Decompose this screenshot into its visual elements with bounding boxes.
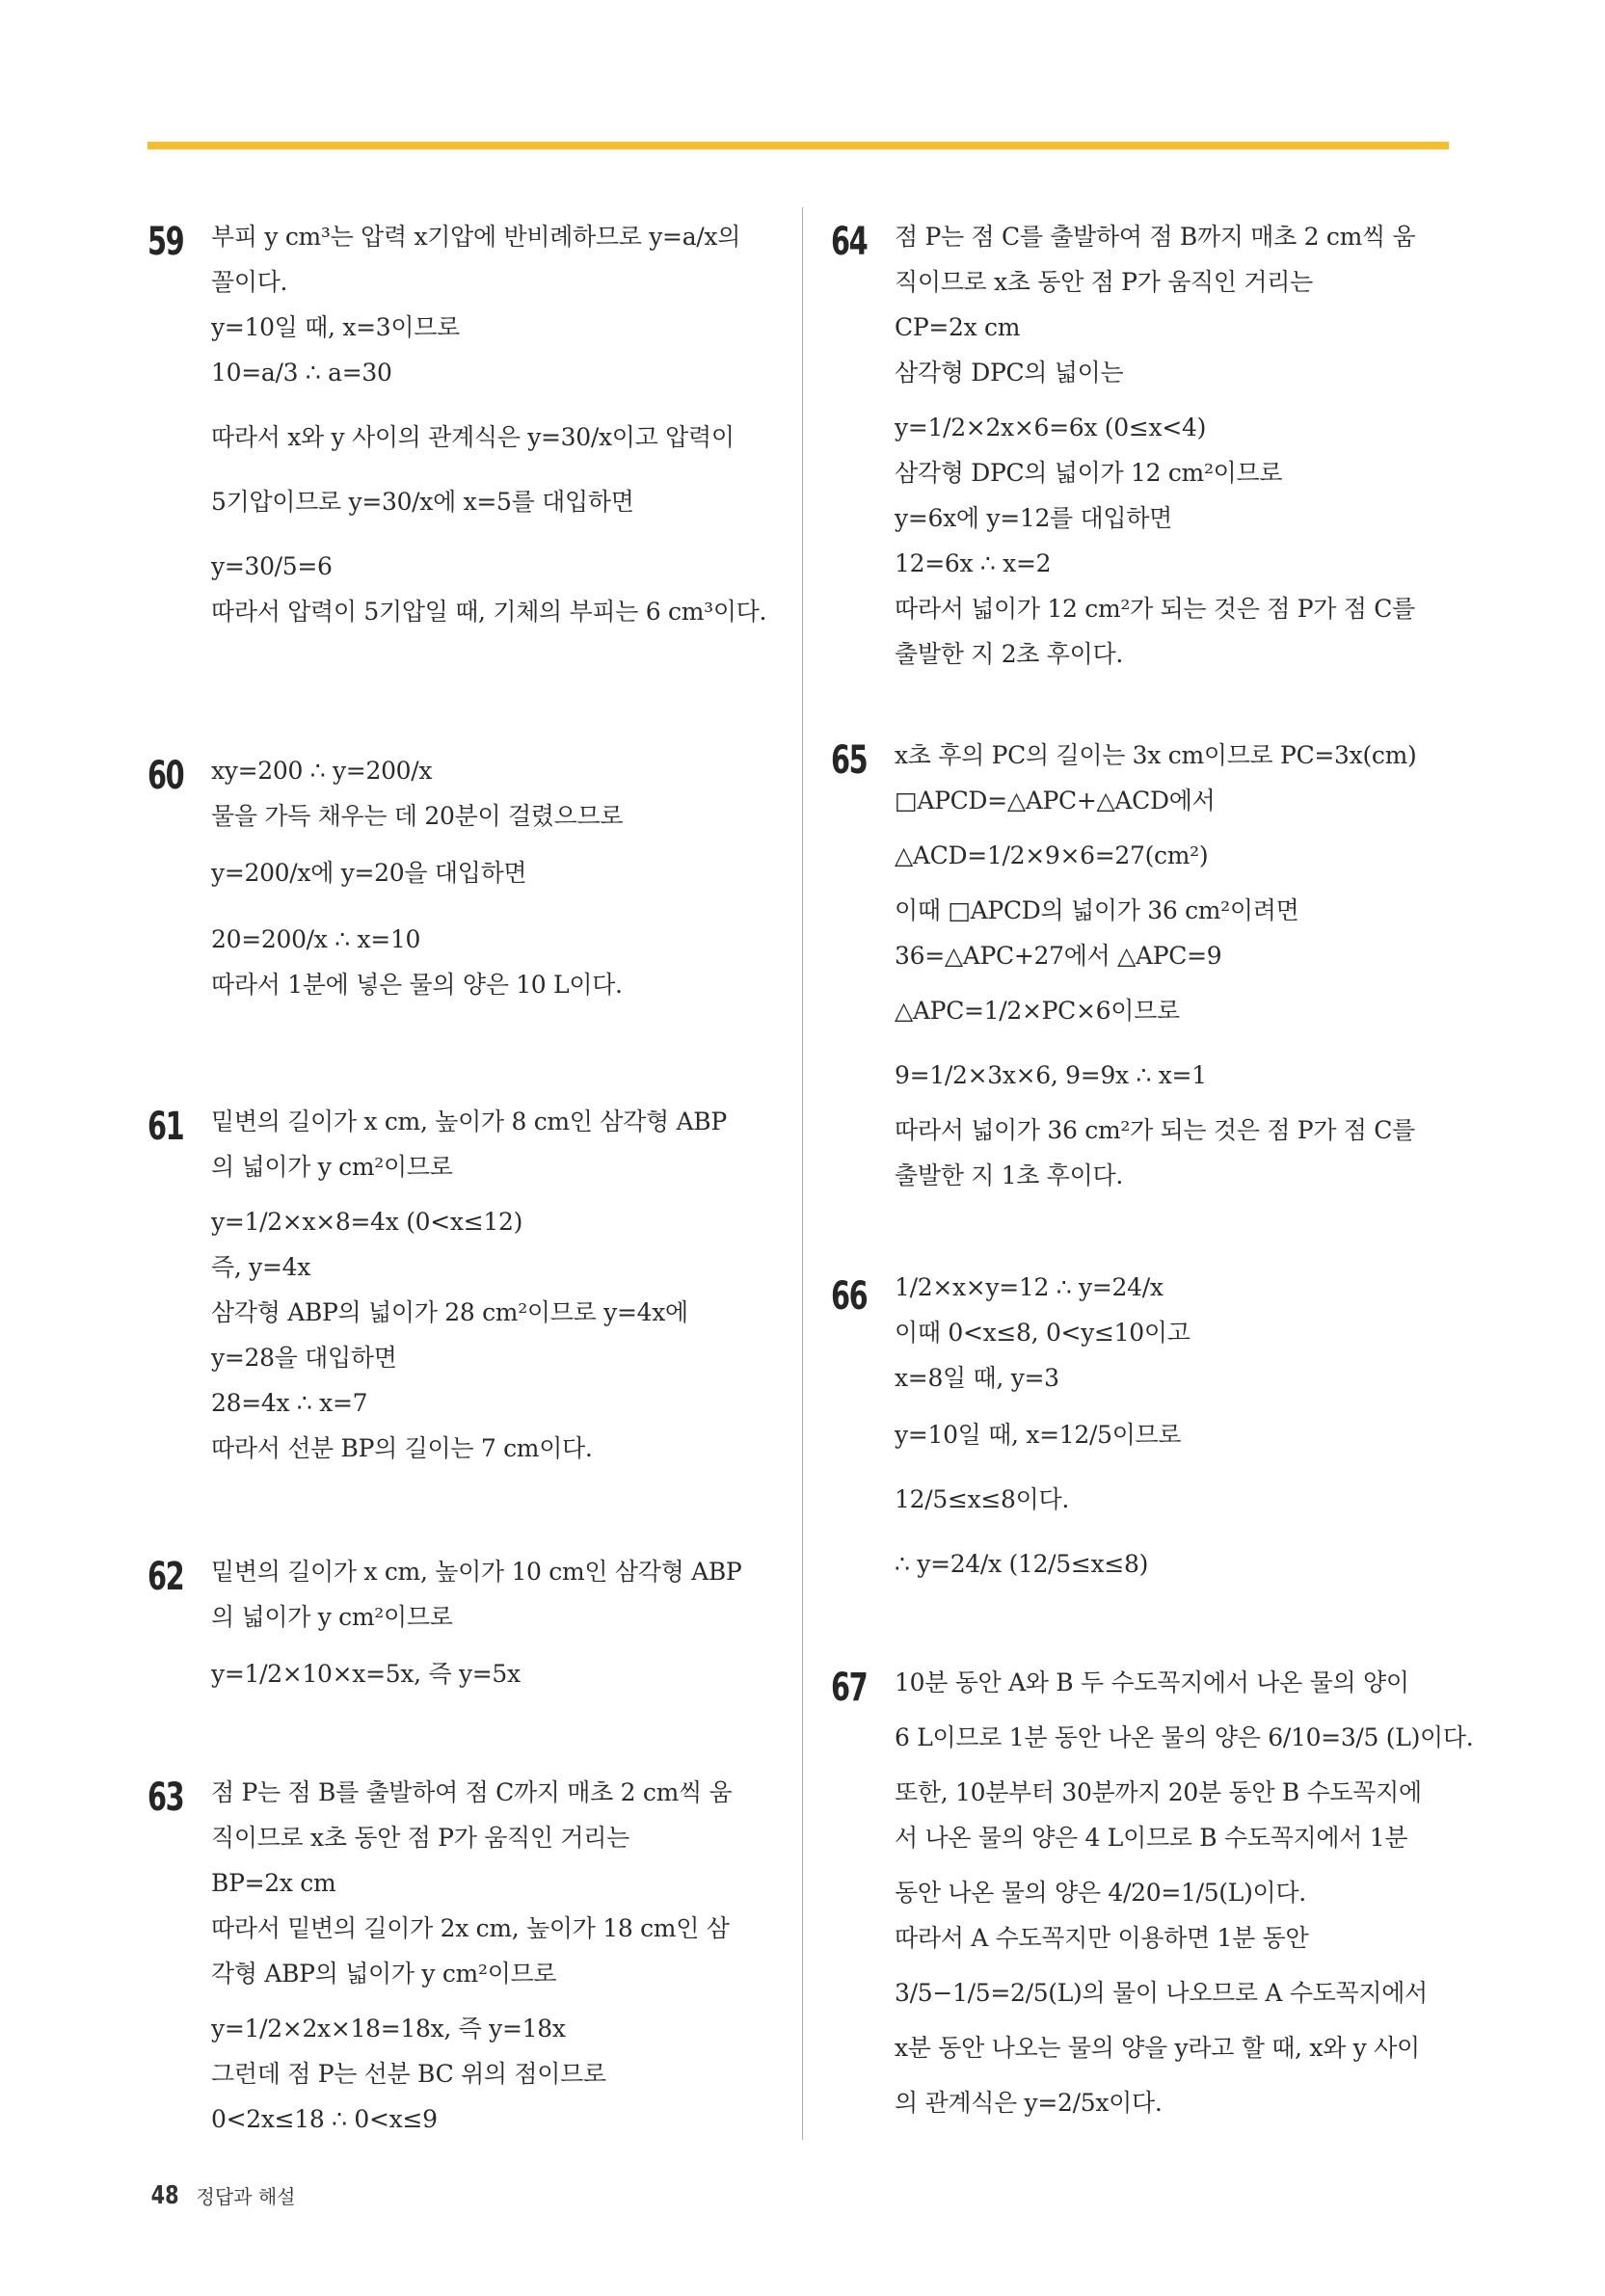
text-line: x=8일 때, y=3 bbox=[895, 1364, 1059, 1392]
text-line: 10분 동안 A와 B 두 수도꼭지에서 나온 물의 양이 bbox=[895, 1669, 1409, 1696]
problem-body bbox=[211, 214, 770, 634]
text-line: 의 관계식은 y=2/5x이다. bbox=[895, 2089, 1163, 2117]
problem-number: 67 bbox=[831, 1666, 868, 1710]
text-line: y=200/x에 y=20을 대입하면 bbox=[211, 859, 527, 887]
problem-body bbox=[895, 1253, 1454, 1587]
text-line: 따라서 선분 BP의 길이는 7 cm이다. bbox=[211, 1434, 593, 1462]
text-line: 따라서 넓이가 36 cm²가 되는 것은 점 P가 점 C를 bbox=[895, 1116, 1415, 1144]
text-line: 서 나온 물의 양은 4 L이므로 B 수도꼭지에서 1분 bbox=[895, 1824, 1408, 1852]
text-line: 12/5≤x≤8이다. bbox=[895, 1485, 1069, 1513]
text-line: y=28을 대입하면 bbox=[211, 1344, 397, 1372]
text-line: 출발한 지 1초 후이다. bbox=[895, 1161, 1123, 1189]
text-line: y=1/2×2x×18=18x, 즉 y=18x bbox=[211, 2015, 566, 2042]
text-line: x분 동안 나오는 물의 양을 y라고 할 때, x와 y 사이 bbox=[895, 2034, 1420, 2062]
text-line: 이때 0<x≤8, 0<y≤10이고 bbox=[895, 1319, 1190, 1347]
page-footer bbox=[147, 2181, 296, 2210]
text-line: 꼴이다. bbox=[211, 268, 288, 296]
problem-number: 59 bbox=[147, 220, 184, 264]
text-line: 또한, 10분부터 30분까지 20분 동안 B 수도꼭지에 bbox=[895, 1778, 1422, 1806]
text-line: 0<2x≤18 ∴ 0<x≤9 bbox=[211, 2105, 438, 2133]
text-line: y=10일 때, x=12/5이므로 bbox=[895, 1421, 1182, 1449]
text-line: 따라서 A 수도꼭지만 이용하면 1분 동안 bbox=[895, 1924, 1309, 1952]
text-line: 따라서 압력이 5기압일 때, 기체의 부피는 6 cm³이다. bbox=[211, 598, 767, 626]
text-line: 그런데 점 P는 선분 BC 위의 점이므로 bbox=[211, 2060, 606, 2088]
problem-body bbox=[211, 1549, 770, 1696]
text-line: 36=△APC+27에서 △APC=9 bbox=[895, 942, 1222, 970]
text-line: 따라서 밑변의 길이가 2x cm, 높이가 18 cm인 삼 bbox=[211, 1914, 730, 1942]
problem-number: 62 bbox=[147, 1555, 184, 1599]
problem-body bbox=[211, 1770, 770, 2142]
text-line: 3/5−1/5=2/5(L)의 물이 나오므로 A 수도꼭지에서 bbox=[895, 1979, 1428, 2007]
text-line: y=30/5=6 bbox=[211, 552, 333, 580]
text-line: 삼각형 DPC의 넓이가 12 cm²이므로 bbox=[895, 459, 1283, 487]
text-line: 물을 가득 채우는 데 20분이 걸렸으므로 bbox=[211, 802, 624, 830]
problem-number: 63 bbox=[147, 1775, 184, 1820]
text-line: 20=200/x ∴ x=10 bbox=[211, 925, 421, 953]
text-line: 밑변의 길이가 x cm, 높이가 8 cm인 삼각형 ABP bbox=[211, 1108, 727, 1135]
text-line: 삼각형 DPC의 넓이는 bbox=[895, 359, 1124, 387]
text-line: 의 넓이가 y cm²이므로 bbox=[211, 1153, 453, 1181]
text-line: y=6x에 y=12를 대입하면 bbox=[895, 504, 1172, 532]
text-line: CP=2x cm bbox=[895, 313, 1021, 341]
text-line: 동안 나온 물의 양은 4/20=1/5(L)이다. bbox=[895, 1879, 1306, 1907]
text-line: y=1/2×10×x=5x, 즉 y=5x bbox=[211, 1660, 521, 1688]
text-line: 12=6x ∴ x=2 bbox=[895, 549, 1052, 577]
problem-number: 61 bbox=[147, 1105, 184, 1149]
problem-body bbox=[211, 748, 770, 1007]
text-line: ∴ y=24/x (12/5≤x≤8) bbox=[895, 1550, 1149, 1578]
text-line: 6 L이므로 1분 동안 나온 물의 양은 6/10=3/5 (L)이다. bbox=[895, 1723, 1474, 1751]
column-divider bbox=[802, 207, 803, 2140]
text-line: y=10일 때, x=3이므로 bbox=[211, 313, 460, 341]
text-line: y=1/2×x×8=4x (0<x≤12) bbox=[211, 1208, 523, 1236]
text-line: 직이므로 x초 동안 점 P가 움직인 거리는 bbox=[211, 1824, 629, 1852]
text-line: 10=a/3 ∴ a=30 bbox=[211, 359, 392, 387]
text-line: □APCD=△APC+△ACD에서 bbox=[895, 787, 1216, 814]
text-line: xy=200 ∴ y=200/x bbox=[211, 757, 433, 785]
text-line: 이때 □APCD의 넓이가 36 cm²이려면 bbox=[895, 896, 1299, 924]
text-line: 따라서 x와 y 사이의 관계식은 y=30/x이고 압력이 bbox=[211, 423, 735, 451]
problem-body bbox=[895, 1660, 1474, 2125]
text-line: 부피 y cm³는 압력 x기압에 반비례하므로 y=a/x의 bbox=[211, 223, 741, 251]
text-line: 따라서 1분에 넣은 물의 양은 10 L이다. bbox=[211, 971, 623, 999]
text-line: 따라서 넓이가 12 cm²가 되는 것은 점 P가 점 C를 bbox=[895, 595, 1415, 623]
text-line: 밑변의 길이가 x cm, 높이가 10 cm인 삼각형 ABP bbox=[211, 1558, 742, 1586]
problem-number: 66 bbox=[831, 1274, 868, 1319]
problem-number: 65 bbox=[831, 738, 868, 783]
text-line: 각형 ABP의 넓이가 y cm²이므로 bbox=[211, 1960, 557, 1988]
footer-label: 정답과 해설 bbox=[196, 2185, 296, 2208]
problem-body bbox=[895, 733, 1454, 1198]
problem-number: 60 bbox=[147, 754, 184, 798]
problem-body bbox=[895, 214, 1454, 677]
text-line: 9=1/2×3x×6, 9=9x ∴ x=1 bbox=[895, 1061, 1207, 1089]
text-line: △ACD=1/2×9×6=27(cm²) bbox=[895, 841, 1209, 869]
text-line: 의 넓이가 y cm²이므로 bbox=[211, 1603, 453, 1631]
text-line: 출발한 지 2초 후이다. bbox=[895, 640, 1123, 668]
problem-number: 64 bbox=[831, 220, 868, 264]
text-line: 28=4x ∴ x=7 bbox=[211, 1389, 368, 1417]
text-line: x초 후의 PC의 길이는 3x cm이므로 PC=3x(cm) bbox=[895, 741, 1417, 769]
text-line: 5기압이므로 y=30/x에 x=5를 대입하면 bbox=[211, 488, 634, 516]
problem-body bbox=[211, 1099, 770, 1471]
text-line: 점 P는 점 B를 출발하여 점 C까지 매초 2 cm씩 움 bbox=[211, 1778, 733, 1806]
text-line: y=1/2×2x×6=6x (0≤x<4) bbox=[895, 414, 1207, 441]
text-line: 1/2×x×y=12 ∴ y=24/x bbox=[895, 1273, 1164, 1301]
text-line: 즉, y=4x bbox=[211, 1253, 311, 1281]
text-line: △APC=1/2×PC×6이므로 bbox=[895, 997, 1180, 1025]
text-line: 직이므로 x초 동안 점 P가 움직인 거리는 bbox=[895, 268, 1313, 296]
page-number: 48 bbox=[150, 2181, 179, 2210]
header-accent-bar bbox=[147, 142, 1449, 149]
text-line: 점 P는 점 C를 출발하여 점 B까지 매초 2 cm씩 움 bbox=[895, 223, 1416, 251]
text-line: BP=2x cm bbox=[211, 1869, 336, 1897]
text-line: 삼각형 ABP의 넓이가 28 cm²이므로 y=4x에 bbox=[211, 1298, 688, 1326]
